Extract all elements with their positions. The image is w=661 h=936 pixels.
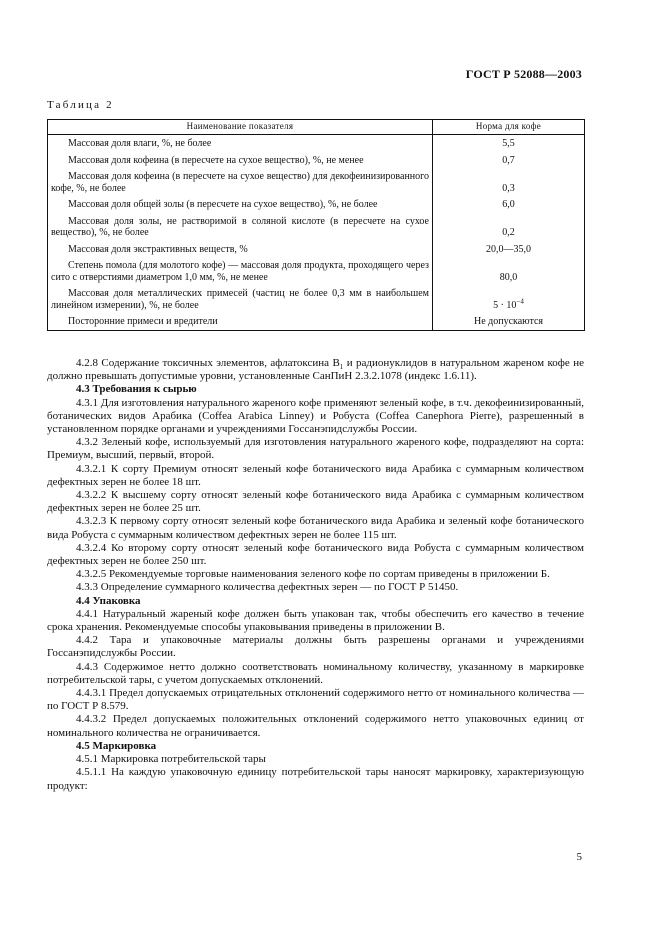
paragraph-4-3-1: 4.3.1 Для изготовления натурального жареного кофе применяют зеленый кофе, в т.ч. декофеинизированный, ботанических видов Арабика (Coffea Arabica Linney) и Робуста (Coffea Canephora Pierre), разрешенный в установленном порядке органами и учреждениями Госсанэпидслужбы России. <box>47 396 584 436</box>
section-heading-4-4: 4.4 Упаковка <box>76 594 141 607</box>
paragraph-4-4-2: 4.4.2 Тара и упаковочные материалы должны быть разрешены органами и учреждениями Госсанэпидслужбы России. <box>47 634 584 660</box>
paragraph-4-3-2-2: 4.3.2.2 К высшему сорту относят зеленый кофе ботанического вида Арабика с суммарным количеством дефектных зерен не более 25 шт. <box>47 489 584 515</box>
indicator-value: 6,0 <box>433 196 585 213</box>
indicator-name: Массовая доля металлических примесей (частиц не более 0,3 мм в наибольшем линейном измерении), %, не более <box>48 285 433 313</box>
document-body <box>47 357 584 793</box>
indicator-name: Массовая доля экстрактивных веществ, % <box>48 241 433 258</box>
indicator-name: Массовая доля влаги, %, не более <box>48 135 433 152</box>
paragraph-4-3-2-5: 4.3.2.5 Рекомендуемые торговые наименования зеленого кофе по сортам приведены в приложении Б. <box>76 568 550 581</box>
paragraph-4-4-3-1: 4.4.3.1 Предел допускаемых отрицательных отклонений содержимого нетто от номинального количества — по ГОСТ Р 8.579. <box>47 687 584 713</box>
indicator-name: Массовая доля кофеина (в пересчете на сухое вещество), %, не менее <box>48 152 433 169</box>
indicator-name: Массовая доля общей золы (в пересчете на сухое вещество), %, не более <box>48 196 433 213</box>
paragraph-4-2-8: 4.2.8 Содержание токсичных элементов, афлатоксина $B_1$ и радионуклидов в натуральном жареном кофе не должно превышать допустимые уровни, установленные СанПиН 2.3.2.1078 (индекс 1.6.11). <box>47 357 584 383</box>
indicator-name: Степень помола (для молотого кофе) — массовая доля продукта, проходящего через сито с отверстиями диаметром 1,0 мм, %, не менее <box>48 257 433 285</box>
table-header-row <box>48 120 585 135</box>
paragraph-4-3-2: 4.3.2 Зеленый кофе, используемый для изготовления натурального жареного кофе, подразделяют на сорта: Премиум, высший, первый, второй. <box>47 436 584 462</box>
value-base: 5 · 10 <box>493 299 517 311</box>
paragraph-4-3-2-1: 4.3.2.1 К сорту Премиум относят зеленый кофе ботанического вида Арабика с суммарным количеством дефектных зерен не более 18 шт. <box>47 462 584 488</box>
paragraph-4-3-2-4: 4.3.2.4 Ко второму сорту относят зеленый кофе ботанического вида Робуста с суммарным количеством дефектных зерен не более 250 шт. <box>47 541 584 568</box>
paragraph-4-4-3-2: 4.4.3.2 Предел допускаемых положительных отклонений содержимого нетто упаковочных единиц от номинального количества не ограничивается. <box>47 713 584 739</box>
specification-table <box>47 119 585 331</box>
indicator-value: 80,0 <box>433 257 585 285</box>
table-row <box>48 168 585 196</box>
paragraph-4-4-3: 4.4.3 Содержимое нетто должно соответствовать номинальному количеству, указанному в маркировке потребительской тары, с учетом допускаемых отклонений. <box>47 660 584 686</box>
indicator-value: Не допускаются <box>433 313 585 330</box>
paragraph-4-5-1: 4.5.1 Маркировка потребительской тары <box>76 753 266 766</box>
indicator-value: 20,0—35,0 <box>433 241 585 258</box>
document-header: ГОСТ Р 52088—2003 <box>465 67 582 81</box>
indicator-value: 0,3 <box>433 168 585 196</box>
indicator-name: Массовая доля кофеина (в пересчете на сухое вещество) для декофеинизированного кофе, %, не более <box>48 168 433 196</box>
table-row <box>48 285 585 313</box>
indicator-name: Массовая доля золы, не растворимой в соляной кислоте (в пересчете на сухое вещество), %, не более <box>48 213 433 241</box>
indicator-value <box>433 285 585 313</box>
table-row <box>48 196 585 213</box>
paragraph-4-3-3: 4.3.3 Определение суммарного количества дефектных зерен — по ГОСТ Р 51450. <box>76 581 459 594</box>
indicator-value: 5,5 <box>433 135 585 152</box>
indicator-name: Посторонние примеси и вредители <box>48 313 433 330</box>
paragraph-4-5-1-1: 4.5.1.1 На каждую упаковочную единицу потребительской тары наносят маркировку, характеризующую продукт: <box>47 766 584 792</box>
section-heading-4-5: 4.5 Маркировка <box>76 739 157 752</box>
table-row <box>48 213 585 241</box>
table-row <box>48 152 585 169</box>
column-header-indicator: Наименование показателя <box>48 120 433 135</box>
table-caption: Таблица 2 <box>47 99 114 111</box>
table-row <box>48 135 585 152</box>
subscript-1: 1 <box>339 363 344 372</box>
indicator-value: 0,2 <box>433 213 585 241</box>
section-heading-4-3: 4.3 Требования к сырью <box>76 383 197 396</box>
page-number: 5 <box>576 851 582 863</box>
value-exponent: −4 <box>516 297 524 306</box>
table-row <box>48 241 585 258</box>
table-row <box>48 313 585 330</box>
indicator-value: 0,7 <box>433 152 585 169</box>
paragraph-4-4-1: 4.4.1 Натуральный жареный кофе должен быть упакован так, чтобы обеспечить его качество в течение срока хранения. Рекомендуемые способы упаковывания приведены в приложении В. <box>47 607 584 634</box>
table-row <box>48 257 585 285</box>
paragraph-4-3-2-3: 4.3.2.3 К первому сорту относят зеленый кофе ботанического вида Арабика и зеленый кофе ботанического вида Робуста с суммарным количеством дефектных зерен не более 115 шт. <box>47 515 584 541</box>
column-header-norm: Норма для кофе <box>433 120 585 135</box>
